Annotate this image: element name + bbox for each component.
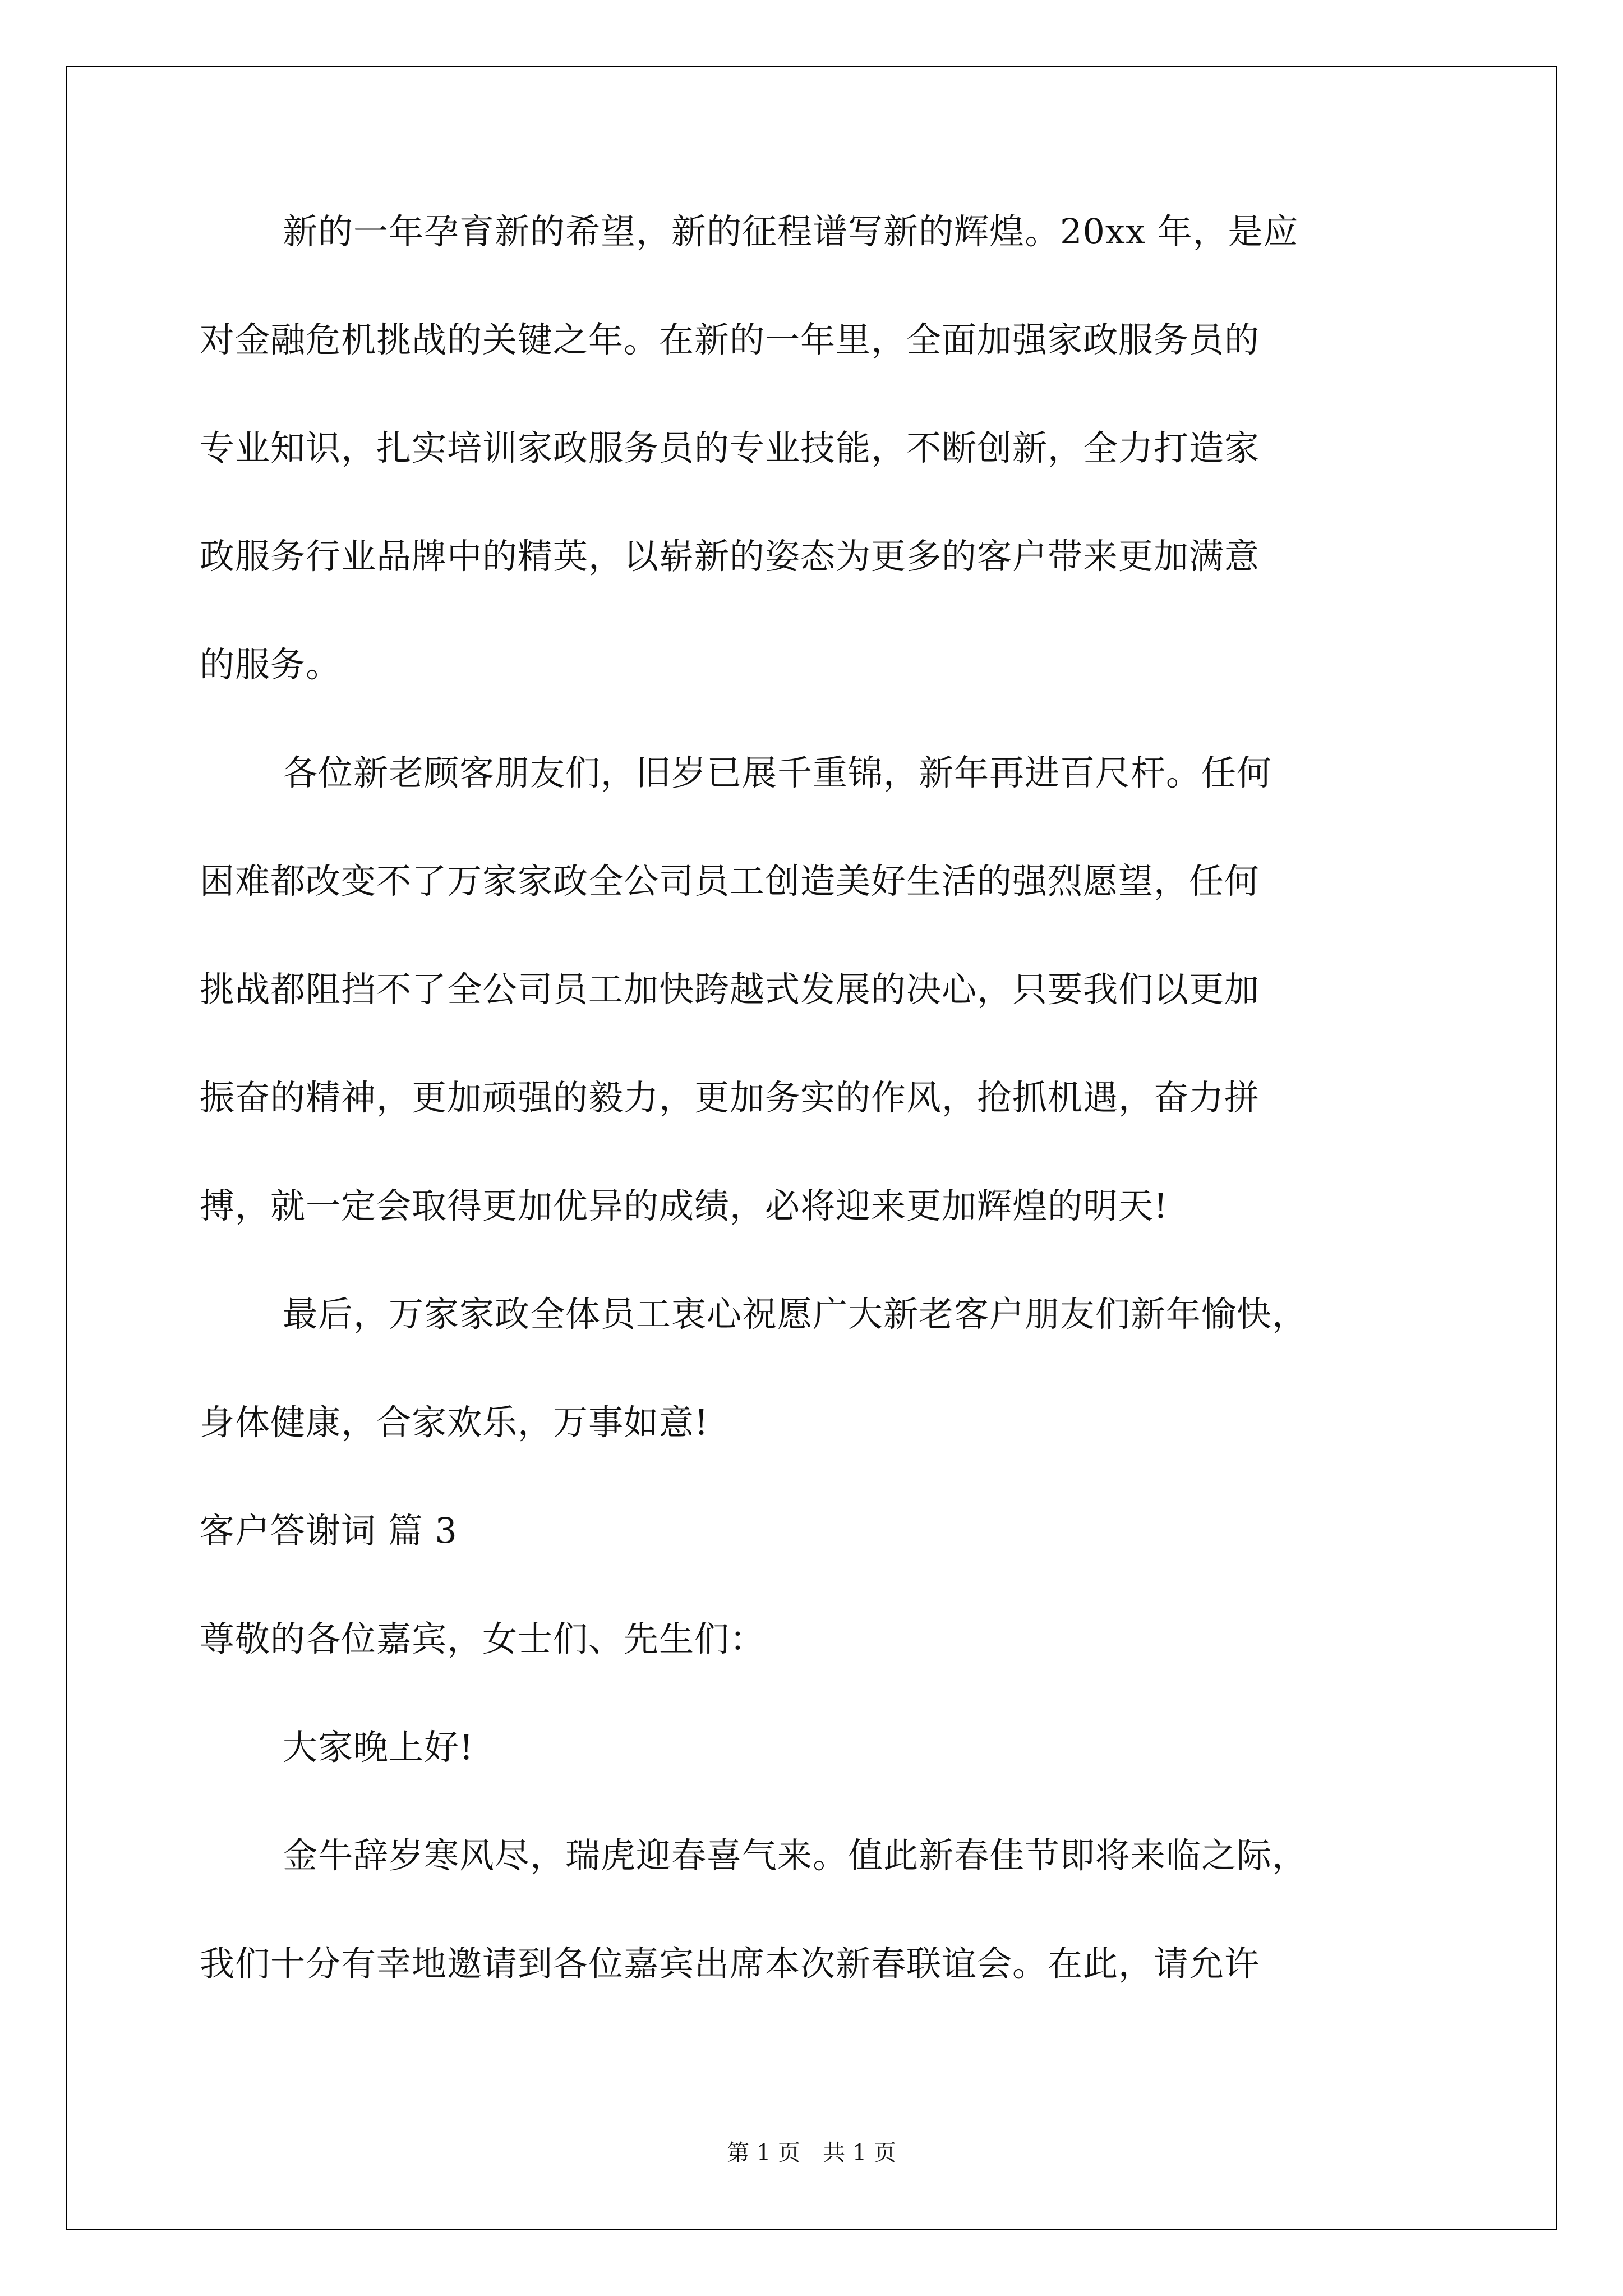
document-body xyxy=(200,211,1433,2055)
paragraph-line: 新的一年孕育新的希望，新的征程谱写新的辉煌。20xx 年，是应 xyxy=(283,211,1299,252)
paragraph-line: 的服务。 xyxy=(200,644,342,685)
paragraph-line: 困难都改变不了万家家政全公司员工创造美好生活的强烈愿望，任何 xyxy=(200,861,1260,901)
page-footer xyxy=(0,2135,1623,2167)
paragraph-line: 金牛辞岁寒风尽，瑞虎迎春喜气来。值此新春佳节即将来临之际， xyxy=(283,1835,1308,1876)
paragraph-line: 政服务行业品牌中的精英，以崭新的姿态为更多的客户带来更加满意 xyxy=(200,536,1260,577)
paragraph-line: 挑战都阻挡不了全公司员工加快跨越式发展的决心，只要我们以更加 xyxy=(200,969,1260,1010)
page-number: 第 1 页 xyxy=(727,2140,800,2166)
paragraph-line: 最后，万家家政全体员工衷心祝愿广大新老客户朋友们新年愉快， xyxy=(283,1294,1308,1335)
paragraph-line: 振奋的精神，更加顽强的毅力，更加务实的作风，抢抓机遇，奋力拼 xyxy=(200,1077,1260,1118)
greeting-line: 大家晚上好! xyxy=(283,1727,474,1768)
salutation-line: 尊敬的各位嘉宾，女士们、先生们： xyxy=(200,1618,766,1659)
paragraph-line: 对金融危机挑战的关键之年。在新的一年里，全面加强家政服务员的 xyxy=(200,319,1260,360)
paragraph-line: 我们十分有幸地邀请到各位嘉宾出席本次新春联谊会。在此，请允许 xyxy=(200,1943,1260,1984)
paragraph-line: 各位新老顾客朋友们，旧岁已展千重锦，新年再进百尺杆。任何 xyxy=(283,752,1272,793)
page-total: 共 1 页 xyxy=(823,2140,896,2166)
paragraph-line: 专业知识，扎实培训家政服务员的专业技能，不断创新，全力打造家 xyxy=(200,427,1260,468)
section-heading: 客户答谢词 篇 3 xyxy=(200,1510,458,1551)
paragraph-line: 搏，就一定会取得更加优异的成绩，必将迎来更加辉煌的明天! xyxy=(200,1185,1168,1226)
paragraph-line: 身体健康，合家欢乐，万事如意! xyxy=(200,1402,709,1443)
